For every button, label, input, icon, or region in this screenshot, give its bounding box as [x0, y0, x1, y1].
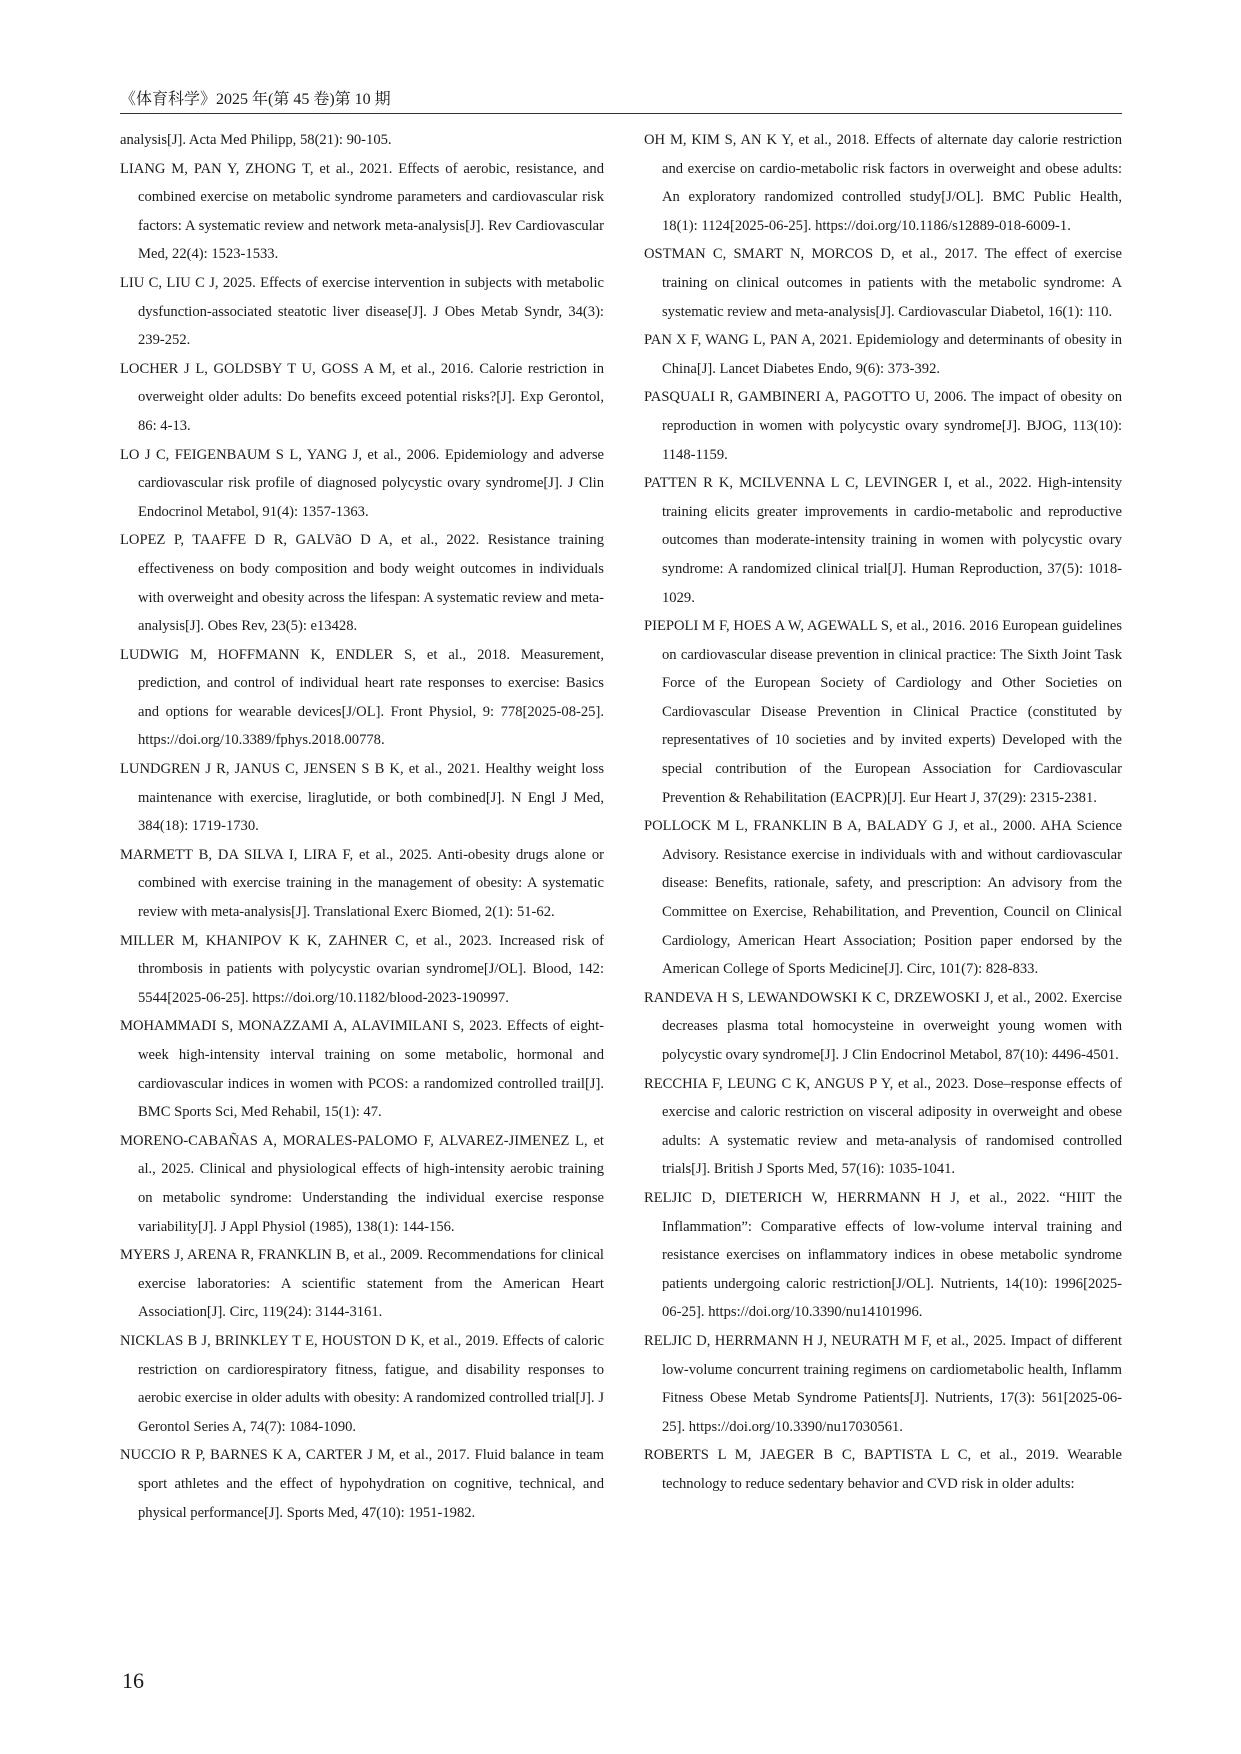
running-header: 《体育科学》2025 年(第 45 卷)第 10 期 [120, 91, 391, 108]
reference-entry: LOPEZ P, TAAFFE D R, GALVãO D A, et al., 2022. Resistance training effectiveness on body composition and body weight outcomes in individuals with overweight and obesity across the lifespan: A systematic review and meta-analysis[J]. Obes Rev, 23(5): e13428. [120, 532, 604, 635]
reference-entry: RANDEVA H S, LEWANDOWSKI K C, DRZEWOSKI J, et al., 2002. Exercise decreases plasma total homocysteine in overweight young women with polycystic ovary syndrome[J]. J Clin Endocrinol Metabol, 87(10): 4496-4501. [644, 989, 1122, 1063]
reference-entry: POLLOCK M L, FRANKLIN B A, BALADY G J, et al., 2000. AHA Science Advisory. Resistance exercise in individuals with and without cardiovascular disease: Benefits, rationale, safety, and prescription: An advisory from the Committee on Exercise, Rehabilitation, and Prevention, Council on Clinical Cardiology, American Heart Association; Position paper endorsed by the American College of Sports Medicine[J]. Circ, 101(7): 828-833. [644, 818, 1122, 978]
reference-entry: LO J C, FEIGENBAUM S L, YANG J, et al., 2006. Epidemiology and adverse cardiovascular risk profile of diagnosed polycystic ovary syndrome[J]. J Clin Endocrinol Metabol, 91(4): 1357-1363. [120, 446, 604, 520]
reference-entry: PATTEN R K, MCILVENNA L C, LEVINGER I, et al., 2022. High-intensity training elicits greater improvements in cardio-metabolic and reproductive outcomes than moderate-intensity training in women with polycystic ovary syndrome: A randomized clinical trial[J]. Human Reproduction, 37(5): 1018-1029. [644, 475, 1122, 606]
reference-entry: OH M, KIM S, AN K Y, et al., 2018. Effects of alternate day calorie restriction and exercise on cardio-metabolic risk factors in overweight and obese adults: An exploratory randomized controlled study[J/OL]. BMC Public Health, 18(1): 1124[2025-06-25]. https://doi.org/10.1186/s12889-018-6009-1. [644, 132, 1122, 234]
reference-entry: ROBERTS L M, JAEGER B C, BAPTISTA L C, et al., 2019. Wearable technology to reduce sedentary behavior and CVD risk in older adults: [644, 1447, 1122, 1492]
reference-entry: LIU C, LIU C J, 2025. Effects of exercise intervention in subjects with metabolic dysfunction-associated steatotic liver disease[J]. J Obes Metab Syndr, 34(3): 239-252. [120, 274, 604, 349]
reference-column-right [644, 126, 1122, 1499]
reference-entry: LUDWIG M, HOFFMANN K, ENDLER S, et al., 2018. Measurement, prediction, and control of individual heart rate responses to exercise: Basics and options for wearable devices[J/OL]. Front Physiol, 9: 778[2025-08-25]. https://doi.org/10.3389/fphys.2018.00778. [120, 646, 604, 749]
reference-entry: MOHAMMADI S, MONAZZAMI A, ALAVIMILANI S, 2023. Effects of eight-week high-intensity interval training on some metabolic, hormonal and cardiovascular indices in women with PCOS: a randomized controlled trail[J]. BMC Sports Sci, Med Rehabil, 15(1): 47. [120, 1018, 604, 1121]
reference-entry: PAN X F, WANG L, PAN A, 2021. Epidemiology and determinants of obesity in China[J]. Lancet Diabetes Endo, 9(6): 373-392. [644, 332, 1122, 377]
reference-entry: PIEPOLI M F, HOES A W, AGEWALL S, et al., 2016. 2016 European guidelines on cardiovascular disease prevention in clinical practice: The Sixth Joint Task Force of the European Society of Cardiology and Other Societies on Cardiovascular Disease Prevention in Clinical Practice (constituted by representatives of 10 societies and by invited experts) Developed with the special contribution of the European Association for Cardiovascular Prevention & Rehabilitation (EACPR)[J]. Eur Heart J, 37(29): 2315-2381. [644, 618, 1122, 806]
reference-column-left [120, 126, 604, 1527]
page-number: 16 [122, 1668, 144, 1693]
reference-entry: LIANG M, PAN Y, ZHONG T, et al., 2021. Effects of aerobic, resistance, and combined exercise on metabolic syndrome parameters and cardiovascular risk factors: A systematic review and network meta-analysis[J]. Rev Cardiovascular Med, 22(4): 1523-1533. [120, 160, 604, 263]
header-rule [120, 113, 1122, 114]
reference-entry: MILLER M, KHANIPOV K K, ZAHNER C, et al., 2023. Increased risk of thrombosis in patients with polycystic ovarian syndrome[J/OL]. Blood, 142: 5544[2025-06-25]. https://doi.org/10.1182/blood-2023-190997. [120, 932, 604, 1006]
reference-entry: MYERS J, ARENA R, FRANKLIN B, et al., 2009. Recommendations for clinical exercise laboratories: A scientific statement from the American Heart Association[J]. Circ, 119(24): 3144-3161. [120, 1247, 604, 1321]
reference-entry: MORENO-CABAÑAS A, MORALES-PALOMO F, ALVAREZ-JIMENEZ L, et al., 2025. Clinical and physiological effects of high-intensity aerobic training on metabolic syndrome: Understanding the individual exercise response variability[J]. J Appl Physiol (1985), 138(1): 144-156. [120, 1132, 604, 1235]
reference-entry: RELJIC D, DIETERICH W, HERRMANN H J, et al., 2022. “HIIT the Inflammation”: Comparative effects of low-volume interval training and resistance exercises on inflammatory indices in obese metabolic syndrome patients undergoing caloric restriction[J/OL]. Nutrients, 14(10): 1996[2025-06-25]. https://doi.org/10.3390/nu14101996. [644, 1189, 1122, 1321]
reference-entry: PASQUALI R, GAMBINERI A, PAGOTTO U, 2006. The impact of obesity on reproduction in women with polycystic ovary syndrome[J]. BJOG, 113(10): 1148-1159. [644, 389, 1122, 463]
reference-entry: OSTMAN C, SMART N, MORCOS D, et al., 2017. The effect of exercise training on clinical outcomes in patients with the metabolic syndrome: A systematic review and meta-analysis[J]. Cardiovascular Diabetol, 16(1): 110. [644, 246, 1122, 320]
reference-entry: LUNDGREN J R, JANUS C, JENSEN S B K, et al., 2021. Healthy weight loss maintenance with exercise, liraglutide, or both combined[J]. N Engl J Med, 384(18): 1719-1730. [120, 761, 604, 835]
reference-entry: RECCHIA F, LEUNG C K, ANGUS P Y, et al., 2023. Dose–response effects of exercise and caloric restriction on visceral adiposity in overweight and obese adults: A systematic review and meta-analysis of randomised controlled trials[J]. British J Sports Med, 57(16): 1035-1041. [644, 1075, 1122, 1178]
reference-entry: RELJIC D, HERRMANN H J, NEURATH M F, et al., 2025. Impact of different low-volume concurrent training regimens on cardiometabolic health, Inflamm Fitness Obese Metab Syndrome Patients[J]. Nutrients, 17(3): 561[2025-06-25]. https://doi.org/10.3390/nu17030561. [644, 1332, 1122, 1435]
reference-entry: MARMETT B, DA SILVA I, LIRA F, et al., 2025. Anti-obesity drugs alone or combined with exercise training in the management of obesity: A systematic review with meta-analysis[J]. Translational Exerc Biomed, 2(1): 51-62. [120, 846, 604, 921]
reference-entry: analysis[J]. Acta Med Philipp, 58(21): 90-105. [120, 132, 392, 148]
reference-entry: NICKLAS B J, BRINKLEY T E, HOUSTON D K, et al., 2019. Effects of caloric restriction on cardiorespiratory fitness, fatigue, and disability responses to aerobic exercise in older adults with obesity: A randomized controlled trial[J]. J Gerontol Series A, 74(7): 1084-1090. [120, 1332, 604, 1435]
reference-entry: NUCCIO R P, BARNES K A, CARTER J M, et al., 2017. Fluid balance in team sport athletes and the effect of hypohydration on cognitive, technical, and physical performance[J]. Sports Med, 47(10): 1951-1982. [120, 1447, 604, 1521]
reference-entry: LOCHER J L, GOLDSBY T U, GOSS A M, et al., 2016. Calorie restriction in overweight older adults: Do benefits exceed potential risks?[J]. Exp Gerontol, 86: 4-13. [120, 360, 604, 434]
